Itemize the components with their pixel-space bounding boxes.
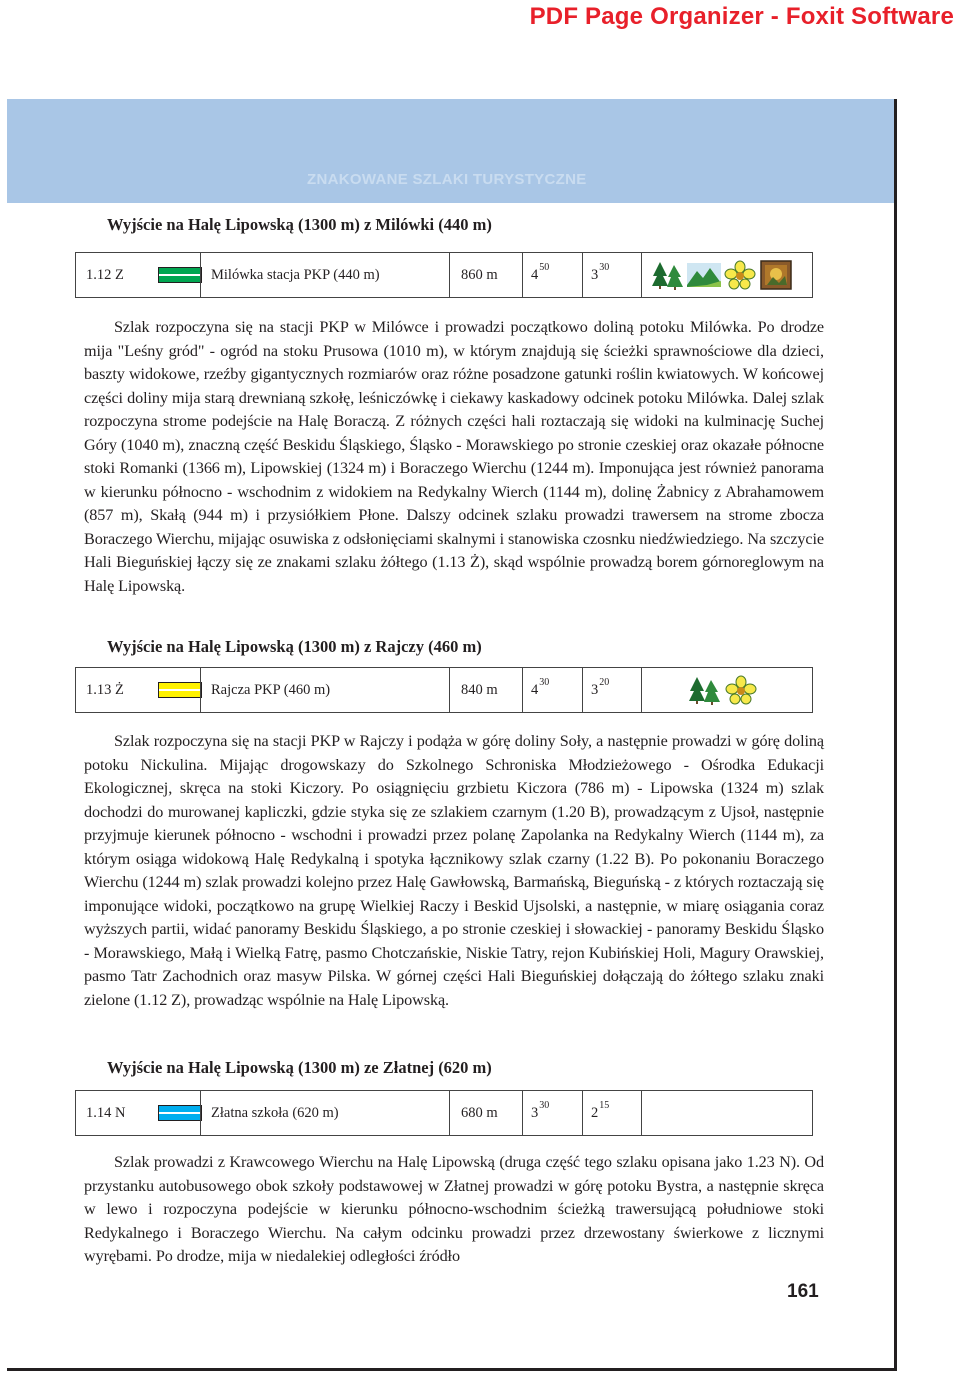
trail-distance: 840 m [461,681,498,698]
trail-start: Złatna szkoła (620 m) [211,1104,339,1121]
trail-marker-icon [158,682,202,698]
mountain-view-icon [687,259,721,291]
trail-start: Rajcza PKP (460 m) [211,681,331,698]
trail-marker-icon [158,1105,202,1121]
photo-icon [759,259,793,291]
trail-marker-icon [158,267,202,283]
time-down: 3 20 [591,676,610,698]
flower-icon [724,674,758,706]
route-heading: Wyjście na Halę Lipowską (1300 m) z Rajczy (460 m) [107,637,482,656]
trail-distance: 860 m [461,266,498,283]
time-down: 2 15 [591,1099,610,1121]
time-down: 3 30 [591,261,610,283]
trail-distance: 680 m [461,1104,498,1121]
trail-code: 1.14 N [86,1104,126,1121]
trail-code: 1.13 Ż [86,681,124,698]
route-description: Szlak prowadzi z Krawcowego Wierchu na Halę Lipowską (druga część tego szlaku opisana jako 1.23 N). Od przystanku autobusowego obok szkoły podstawowej w Złatnej prowadzi w górę potoku Bystra, a następnie skręca w lewo i rozpoczyna podejście w kierunku północno-wschodnim ścieżką trawersującą południowe stoki Redykalnego i Boraczego Wierchu. Na całym odcinku prowadzi przez drzewostany świerkowe z licznymi wyrębami. Po drodze, mija w niedalekiej odległości źródło [84,1153,824,1265]
time-up: 4 50 [531,261,550,283]
forest-icon [688,674,722,706]
trail-info-row [75,252,813,298]
route-description: Szlak rozpoczyna się na stacji PKP w Milówce i prowadzi początkowo doliną potoku Milówka. Po drodze mija "Leśny gród" - ogród na stoku Prusowa (1010 m), w którym znajdują się ścieżki sprawnościowe dla dzieci, baszty widokowe, rzeźby gigantycznych rozmiarów oraz różne posadzone gatunki roślin kwiatowych. W końcowej części doliny mija starą drewnianą szkołę, leśniczówkę i ciekawy kaskadowy odcinek potoku Milówka. Dalej szlak rozpoczyna strome podejście na Halę Boraczą. Z różnych części hali roztaczają się widoki na kulminację Suchej Góry (1040 m), znaczną część Beskidu Śląskiego, Śląsko - Morawskiego po stronie czeskiej oraz okazałe północne stoki Romanki (1366 m), Lipowskiej (1324 m) i Boraczego Wierchu (1244 m). Imponująca jest również panorama w kierunku północno - wschodnim z widokiem na Redykalny Wierch (1144 m), dolinę Żabnicy z Abrahamowem (857 m), Skałą (944 m) i przysiółkiem Płone. Dalszy odcinek szlaku prowadzi trawersem na strome zbocza Boraczego Wierchu, mijając osuwiska z odsłonięciami skalnymi i stanowiska czosnku niedźwiedziego. Na szczycie Hali Bieguńskiej łączy się ze znakami szlaku żółtego (1.13 Ż), skąd wspólnie prowadzą borem górnoreglowym na Halę Lipowską. [84,318,824,595]
header-band [7,99,894,203]
route-heading: Wyjście na Halę Lipowską (1300 m) ze Złatnej (620 m) [107,1058,492,1077]
watermark-text: PDF Page Organizer - Foxit Software [529,3,954,30]
page-number: 161 [787,1281,819,1302]
route-heading: Wyjście na Halę Lipowską (1300 m) z Milówki (440 m) [107,215,492,234]
trail-info-row [75,667,813,713]
route-description: Szlak rozpoczyna się na stacji PKP w Rajczy i podąża w górę doliny Soły, a następnie prowadzi w górę doliną potoku Nickulina. Mijając drogowskazy do Szkolnego Schroniska Młodzieżowego - Ośrodka Edukacji Ekologicznej, skręca na stoki Kiczory. Po osiągnięciu grzbietu Kiczora (786 m) - Lipowska (1324 m) szlak dochodzi do murowanej kapliczki, gdzie styka się ze szlakiem czarnym (1.20 B), prowadzącym z Ujsoł, następnie przyjmuje kierunek północno - wschodni i prowadzi przez polanę Zapolanka na Redykalny Wierch (1144 m), za którym osiąga widokową Halę Redykalną i spotyka łącznikowy szlak czarny (1.22 B). Po pokonaniu Boraczego Wierchu (1244 m) szlak prowadzi kolejno przez Halę Gawłowską, Barmańską, Bieguńską - z których roztaczają się imponujące widoki, początkowo na grupę Wielkiej Raczy i Beskid Ujsolski, a następnie, w miarę osiągania coraz wyższych partii, widać panoramy Beskidu Śląskiego, a po stronie czeskiej i słowackiej - panoramy Beskidu Śląsko - Morawskiego, Małą i Wielką Fatrę, pasmo Chotczańskie, Niskie Tatry, rejon Kubińskiej Holi, Magury Orawskiej, pasmo Tatr Zachodnich oraz masyw Pilska. W górnej części Hali Bieguńskiej dołączają do żółtego szlaku znaki zielone (1.12 Z), prowadząc wspólnie na Halę Lipowską. [84,732,824,1009]
trail-icons [651,253,793,297]
section-label: ZNAKOWANE SZLAKI TURYSTYCZNE [307,171,587,188]
flower-icon [723,259,757,291]
forest-icon [651,259,685,291]
time-up: 4 30 [531,676,550,698]
time-up: 3 30 [531,1099,550,1121]
trail-icons [688,668,758,712]
trail-info-row [75,1090,813,1136]
trail-start: Milówka stacja PKP (440 m) [211,266,380,283]
trail-code: 1.12 Z [86,266,124,283]
